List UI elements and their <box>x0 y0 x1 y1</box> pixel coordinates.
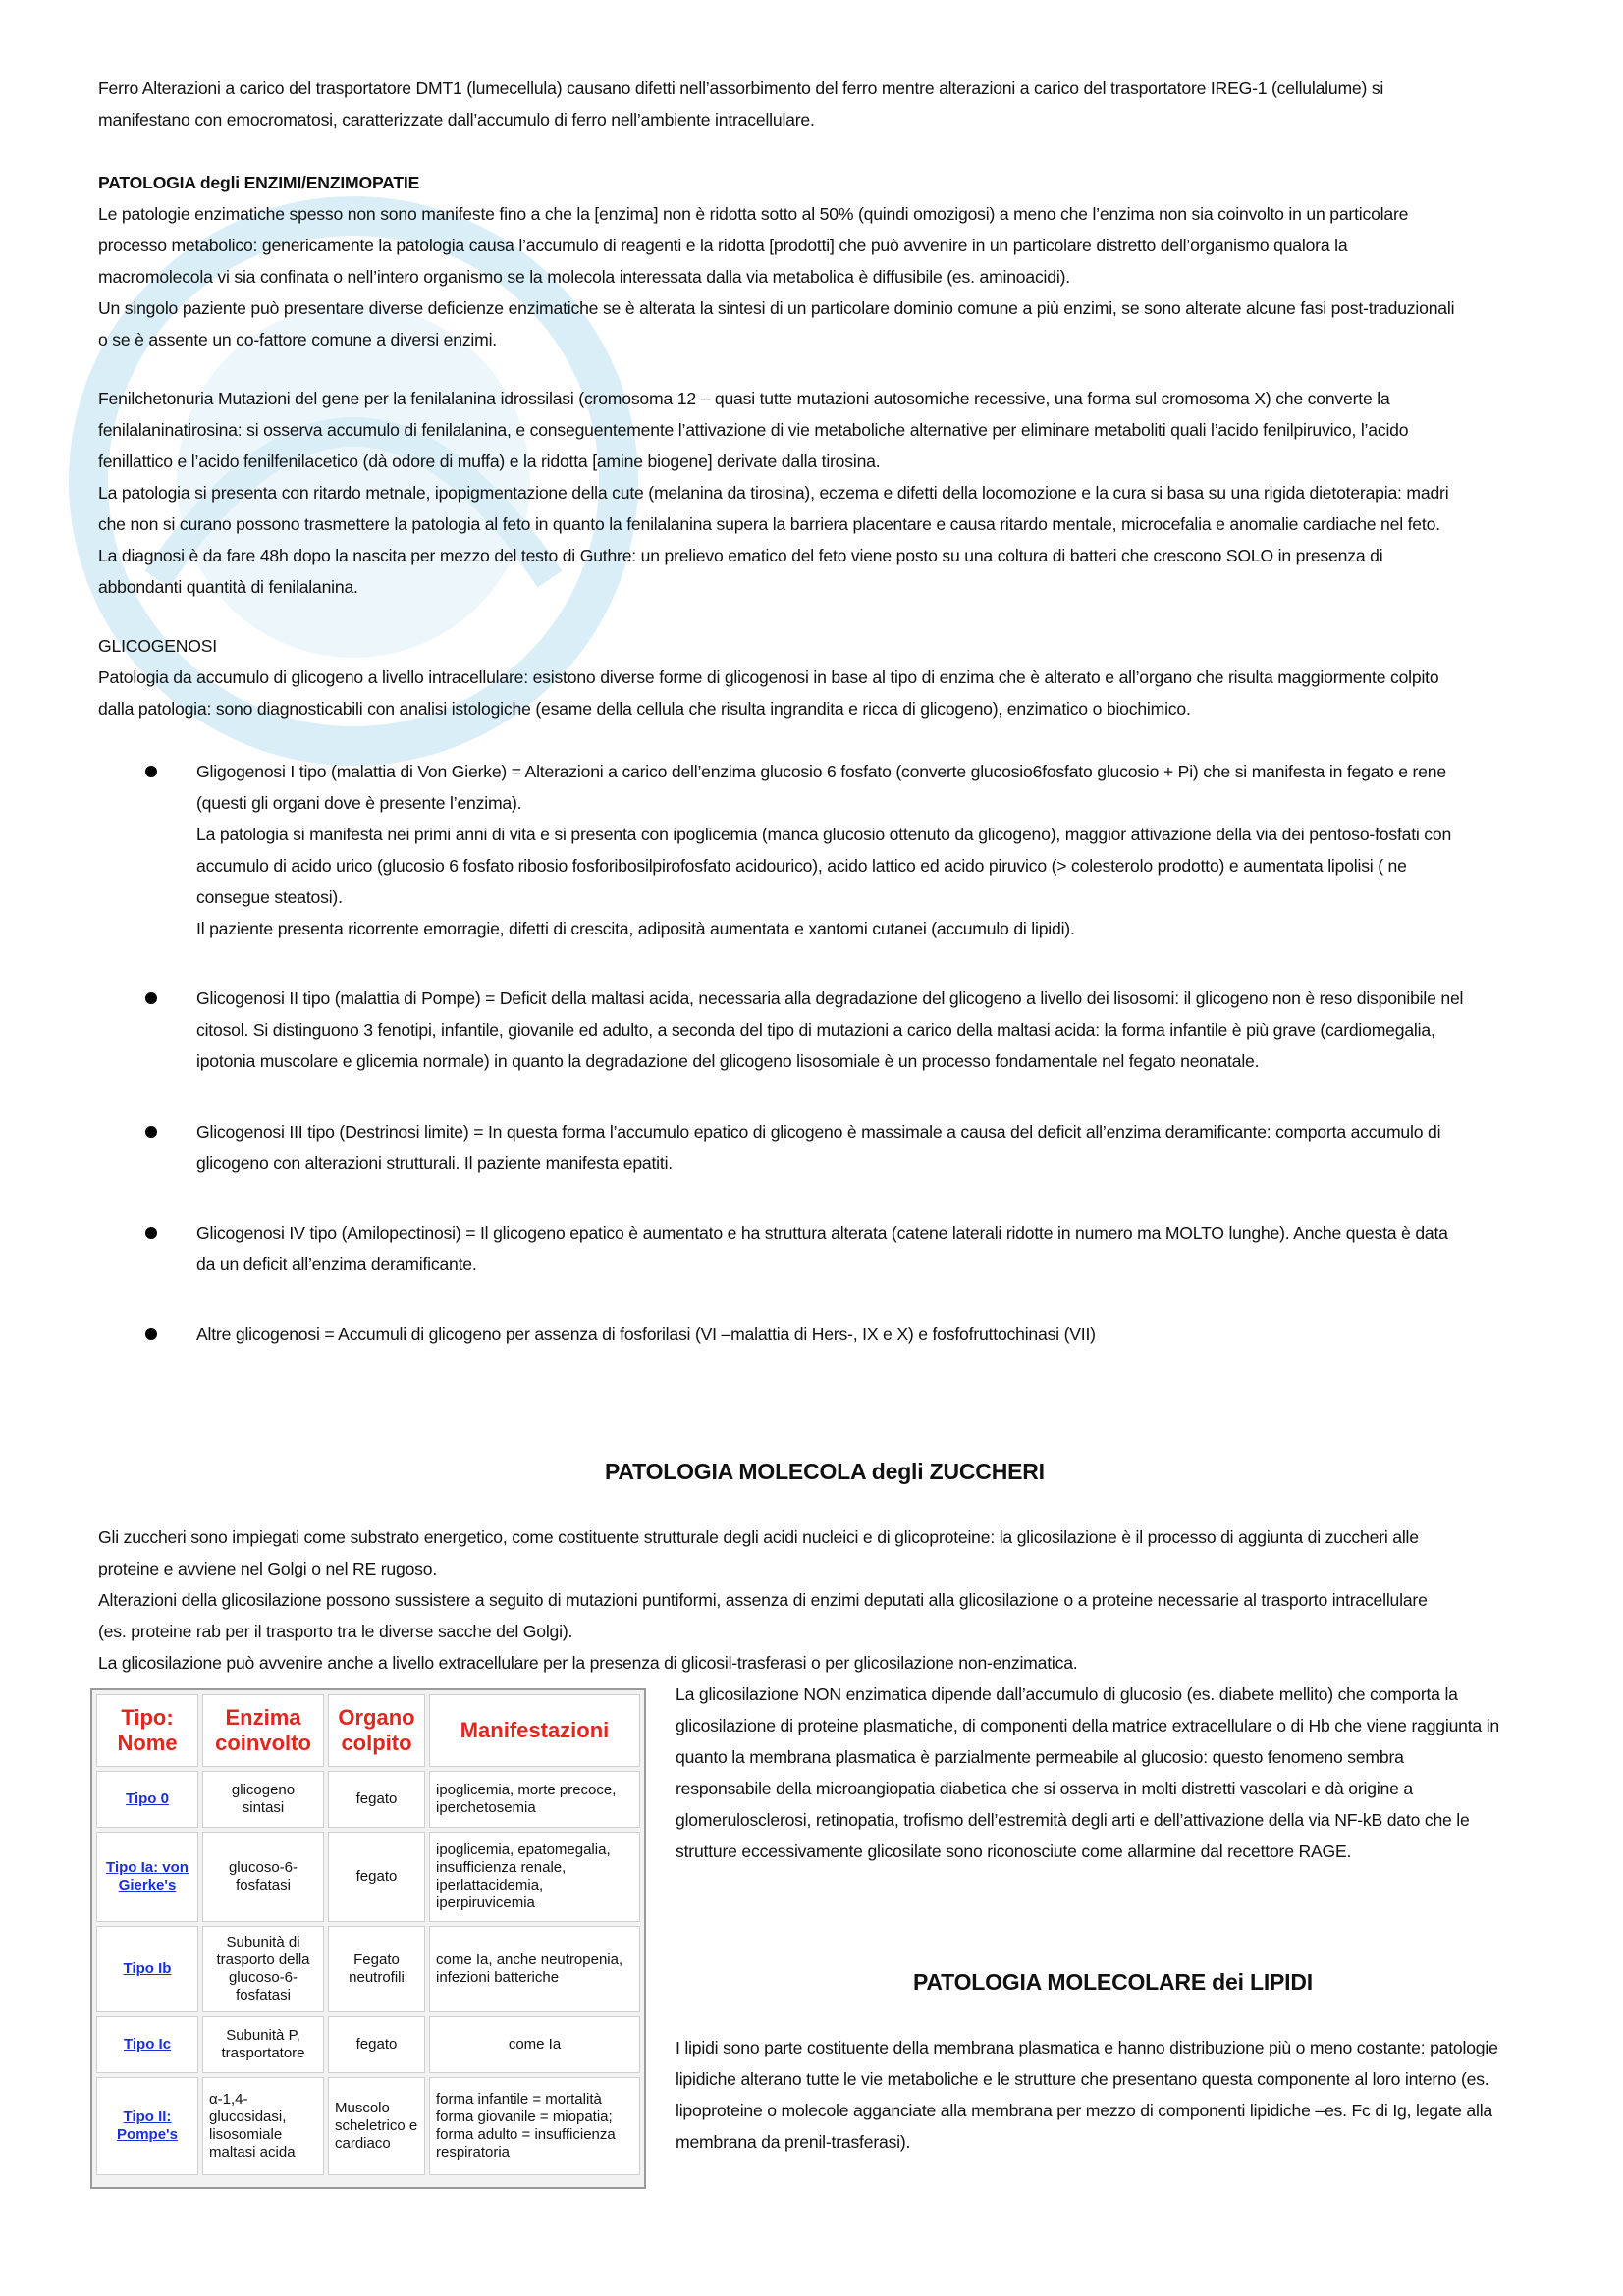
bullet-marker <box>145 766 157 777</box>
enzimopatie-line: o se è assente un co-fattore comune a diversi enzimi. <box>98 330 497 349</box>
table-header: Tipo: Nome <box>96 1694 198 1767</box>
zuccheri-side-text <box>676 1679 1579 1867</box>
glicogenosi-item-line: consegue steatosi). <box>196 887 343 907</box>
table-cell-organo: fegato <box>328 2016 425 2073</box>
glicogenosi-item-line: glicogeno con alterazioni strutturali. Il paziente manifesta epatiti. <box>196 1153 673 1173</box>
lipidi-heading: PATOLOGIA MOLECOLARE dei LIPIDI <box>913 1969 1313 1995</box>
zuccheri-line: Gli zuccheri sono impiegati come substrato energetico, come costituente strutturale degli acidi nucleici e di glicoproteine: la glicosilazione è il processo di aggiunta di zuccheri alle <box>98 1527 1419 1547</box>
glicogenosi-item-line: ipotonia muscolare e glicemia normale) in quanto la degradazione del glicogeno lisosomiale è un processo fondamentale nel fegato neonatale. <box>196 1051 1260 1071</box>
zuccheri-side-line: glicosilazione di proteine plasmatiche, di componenti della matrice extracellulare o di Hb che viene raggiunta in <box>676 1716 1499 1735</box>
glicogenosi-title: GLICOGENOSI <box>98 636 217 656</box>
enzimopatie-line: Le patologie enzimatiche spesso non sono manifeste fino a che la [enzima] non è ridotta sotto al 50% (quindi omozigosi) a meno che l’enzima non sia coinvolto in un particolare <box>98 204 1409 224</box>
table-header: Enzima coinvolto <box>202 1694 324 1767</box>
zuccheri-side-line: glomerulosclerosi, retinopatia, trofismo dell’estremità degli arti e dell’attivazione della via NF-kB dato che le <box>676 1810 1470 1830</box>
table-cell-enzima: glicogeno sintasi <box>202 1771 324 1828</box>
glicogenosi-item-line: (questi gli organi dove è presente l’enzima). <box>196 793 522 813</box>
table-row <box>96 2077 640 2175</box>
glicogenosi-item-line: Altre glicogenosi = Accumuli di glicogeno per assenza di fosforilasi (VI –malattia di Hers-, IX e X) e fosfofruttochinasi (VII) <box>196 1324 1096 1344</box>
glicogenosi-item <box>196 1217 1566 1280</box>
fenilchetonuria-line: La patologia si presenta con ritardo metnale, ipopigmentazione della cute (melanina da tirosina), eczema e difetti della locomozione e la cura si basa su una rigida dietoterapia: madri <box>98 483 1449 503</box>
zuccheri-heading: PATOLOGIA MOLECOLA degli ZUCCHERI <box>605 1459 1045 1484</box>
table-cell-manifestazioni: ipoglicemia, epatomegalia, insufficienza renale, iperlattacidemia, iperpiruvicemia <box>429 1832 640 1922</box>
zuccheri-line: (es. proteine rab per il trasporto tra le diverse sacche del Golgi). <box>98 1622 573 1641</box>
table-row <box>96 1832 640 1922</box>
glicogenosi-table <box>90 1688 646 2189</box>
table-header: Organo colpito <box>328 1694 425 1767</box>
table-header: Manifestazioni <box>429 1694 640 1767</box>
fenilchetonuria-line: Fenilchetonuria Mutazioni del gene per la fenilalanina idrossilasi (cromosoma 12 – quasi tutte mutazioni autosomiche recessive, una forma sul cromosoma X) che converte la <box>98 389 1390 408</box>
glicogenosi-item-line: Glicogenosi II tipo (malattia di Pompe) = Deficit della maltasi acida, necessaria alla degradazione del glicogeno a livello dei lisosomi: il glicogeno non è reso disponibile nel <box>196 988 1464 1008</box>
lipidi-line: membrana da prenil-trasferasi). <box>676 2132 911 2152</box>
glicogenosi-item <box>196 983 1566 1077</box>
table-row <box>96 2016 640 2073</box>
ferro-line: manifestano con emocromatosi, caratterizzate dall’accumulo di ferro nell’ambiente intracellulare. <box>98 110 815 130</box>
enzimopatie-line: processo metabolico: genericamente la patologia causa l’accumulo di reagenti e la ridotta [prodotti] che può avvenire in un particolare distretto dell’organismo qualora la <box>98 236 1348 255</box>
table-cell-organo: Fegato neutrofili <box>328 1926 425 2012</box>
table-link-tipo[interactable]: Tipo Ia: von Gierke's <box>106 1859 189 1894</box>
table-cell-manifestazioni: forma infantile = mortalità forma giovanile = miopatia; forma adulto = insufficienza respiratoria <box>429 2077 640 2175</box>
table-row <box>96 1926 640 2012</box>
ferro-line: Ferro Alterazioni a carico del trasportatore DMT1 (lumecellula) causano difetti nell’assorbimento del ferro mentre alterazioni a carico del trasportatore IREG-1 (cellulalume) si <box>98 79 1384 98</box>
enzimopatie-line: macromolecola vi sia confinata o nell’intero organismo se la molecola interessata dalla via metabolica è diffusibile (es. aminoacidi). <box>98 267 1070 287</box>
table-cell-enzima: α-1,4-glucosidasi, lisosomiale maltasi acida <box>202 2077 324 2175</box>
ferro-paragraph <box>98 73 1561 135</box>
table-row <box>96 1771 640 1828</box>
zuccheri-side-line: strutture eccessivamente glicosilate sono riconosciute come allarmine dal recettore RAGE. <box>676 1842 1352 1861</box>
table-link-tipo[interactable]: Tipo 0 <box>126 1790 169 1807</box>
glicogenosi-item-line: Glicogenosi IV tipo (Amilopectinosi) = Il glicogeno epatico è aumentato e ha struttura alterata (catene laterali ridotte in numero ma MOLTO lunghe). Anche questa è data <box>196 1223 1448 1243</box>
fenilchetonuria-section <box>98 383 1561 603</box>
glicogenosi-item-line: da un deficit all’enzima deramificante. <box>196 1255 477 1274</box>
fenilchetonuria-line: fenillattico e l’acido fenilfenilacetico (dà odore di muffa) e la ridotta [amine biogene] derivate dalla tirosina. <box>98 452 881 471</box>
table-cell-manifestazioni: come Ia, anche neutropenia, infezioni batteriche <box>429 1926 640 2012</box>
enzimopatie-title: PATOLOGIA degli ENZIMI/ENZIMOPATIE <box>98 173 420 192</box>
fenilchetonuria-line: La diagnosi è da fare 48h dopo la nascita per mezzo del testo di Guthre: un prelievo ematico del feto viene posto su una coltura di batteri che crescono SOLO in presenza di <box>98 546 1383 565</box>
table-cell-enzima: glucoso-6-fosfatasi <box>202 1832 324 1922</box>
bullet-marker <box>145 1328 157 1340</box>
zuccheri-section <box>98 1522 1561 1679</box>
table-cell-organo: fegato <box>328 1771 425 1828</box>
glicogenosi-item-line: accumulo di acido urico (glucosio 6 fosfato ribosio fosforibosilpirofosfato acidourico), acido lattico ed acido piruvico (> colesterolo prodotto) e aumentata lipolisi ( ne <box>196 856 1407 876</box>
lipidi-line: lipidiche alterano tutte le vie metaboliche e le strutture che presentano questa componente al loro interno (es. <box>676 2069 1489 2089</box>
glicogenosi-line: Patologia da accumulo di glicogeno a livello intracellulare: esistono diverse forme di glicogenosi in base al tipo di enzima che è alterato e all’organo che risulta maggiormente colpito <box>98 667 1439 687</box>
fenilchetonuria-line: fenilalaninatirosina: si osserva accumulo di fenilalanina, e conseguentemente l’attivazione di vie metaboliche alternative per eliminare metaboliti quali l’acido fenilpiruvico, l’acido <box>98 420 1409 440</box>
table-link-tipo[interactable]: Tipo Ib <box>123 1960 172 1977</box>
fenilchetonuria-line: che non si curano possono trasmettere la patologia al feto in quanto la fenilalanina supera la barriera placentare e causa ritardo mentale, microcefalia e anomalie cardiache nel feto. <box>98 514 1440 534</box>
zuccheri-side-line: quanto la membrana plasmatica è parzialmente permeabile al glucosio: questo fenomeno sembra <box>676 1747 1404 1767</box>
table-cell-manifestazioni: come Ia <box>429 2016 640 2073</box>
glicogenosi-item <box>196 756 1566 944</box>
glicogenosi-item-line: La patologia si manifesta nei primi anni di vita e si presenta con ipoglicemia (manca glucosio ottenuto da glicogeno), maggior attivazione della via dei pentoso-fosfati con <box>196 825 1452 844</box>
table-cell-enzima: Subunità di trasporto della glucoso-6-fosfatasi <box>202 1926 324 2012</box>
glicogenosi-item-line: Glicogenosi III tipo (Destrinosi limite) = In questa forma l’accumulo epatico di glicogeno è massimale a causa del deficit all’enzima deramificante: comporta accumulo di <box>196 1122 1441 1142</box>
table-cell-organo: Muscolo scheletrico e cardiaco <box>328 2077 425 2175</box>
lipidi-line: I lipidi sono parte costituente della membrana plasmatica e hanno distribuzione più o meno costante: patologie <box>676 2038 1498 2057</box>
enzimopatie-section <box>98 167 1561 355</box>
enzimopatie-line: Un singolo paziente può presentare diverse deficienze enzimatiche se è alterata la sintesi di un particolare dominio comune a più enzimi, se sono alterate alcune fasi post-traduzionali <box>98 298 1455 318</box>
glicogenosi-item-line: Gligogenosi I tipo (malattia di Von Gierke) = Alterazioni a carico dell’enzima glucosio 6 fosfato (converte glucosio6fosfato glucosio + Pi) che si manifesta in fegato e rene <box>196 762 1446 781</box>
bullet-marker <box>145 992 157 1004</box>
zuccheri-line: proteine e avviene nel Golgi o nel RE rugoso. <box>98 1559 438 1578</box>
table-link-tipo[interactable]: Tipo Ic <box>123 2036 172 2053</box>
glicogenosi-line: dalla patologia: sono diagnosticabili con analisi istologiche (esame della cellula che risulta ingrandita e ricca di glicogeno), enzimatico o biochimico. <box>98 699 1191 719</box>
zuccheri-line: La glicosilazione può avvenire anche a livello extracellulare per la presenza di glicosil-trasferasi o per glicosilazione non-enzimatica. <box>98 1653 1078 1673</box>
table-cell-manifestazioni: ipoglicemia, morte precoce, iperchetosemia <box>429 1771 640 1828</box>
fenilchetonuria-line: abbondanti quantità di fenilalanina. <box>98 577 358 597</box>
glicogenosi-section <box>98 630 1561 724</box>
lipidi-line: lipoproteine o molecole agganciate alla membrana per mezzo di componenti lipidiche –es. Fc di Ig, legate alla <box>676 2101 1492 2120</box>
bullet-marker <box>145 1227 157 1239</box>
table-cell-organo: fegato <box>328 1832 425 1922</box>
zuccheri-side-line: La glicosilazione NON enzimatica dipende dall’accumulo di glucosio (es. diabete mellito) che comporta la <box>676 1684 1458 1704</box>
glicogenosi-item-line: citosol. Si distinguono 3 fenotipi, infantile, giovanile ed adulto, a seconda del tipo di mutazioni a carico della maltasi acida: la forma infantile è più grave (cardiomegalia, <box>196 1020 1435 1040</box>
lipidi-section <box>676 2032 1579 2158</box>
bullet-marker <box>145 1126 157 1138</box>
zuccheri-side-line: responsabile della microangiopatia diabetica che si osserva in molti distretti vascolari e dà origine a <box>676 1779 1413 1798</box>
table-link-tipo[interactable]: Tipo II: Pompe's <box>117 2109 178 2143</box>
glicogenosi-item <box>196 1116 1566 1179</box>
table-cell-enzima: Subunità P, trasportatore <box>202 2016 324 2073</box>
glicogenosi-item-line: Il paziente presenta ricorrente emorragie, difetti di crescita, adiposità aumentata e xantomi cutanei (accumulo di lipidi). <box>196 919 1075 938</box>
glicogenosi-item <box>196 1318 1566 1350</box>
zuccheri-line: Alterazioni della glicosilazione possono sussistere a seguito di mutazioni puntiformi, assenza di enzimi deputati alla glicosilazione o a proteine necessarie al trasporto intracellulare <box>98 1590 1428 1610</box>
